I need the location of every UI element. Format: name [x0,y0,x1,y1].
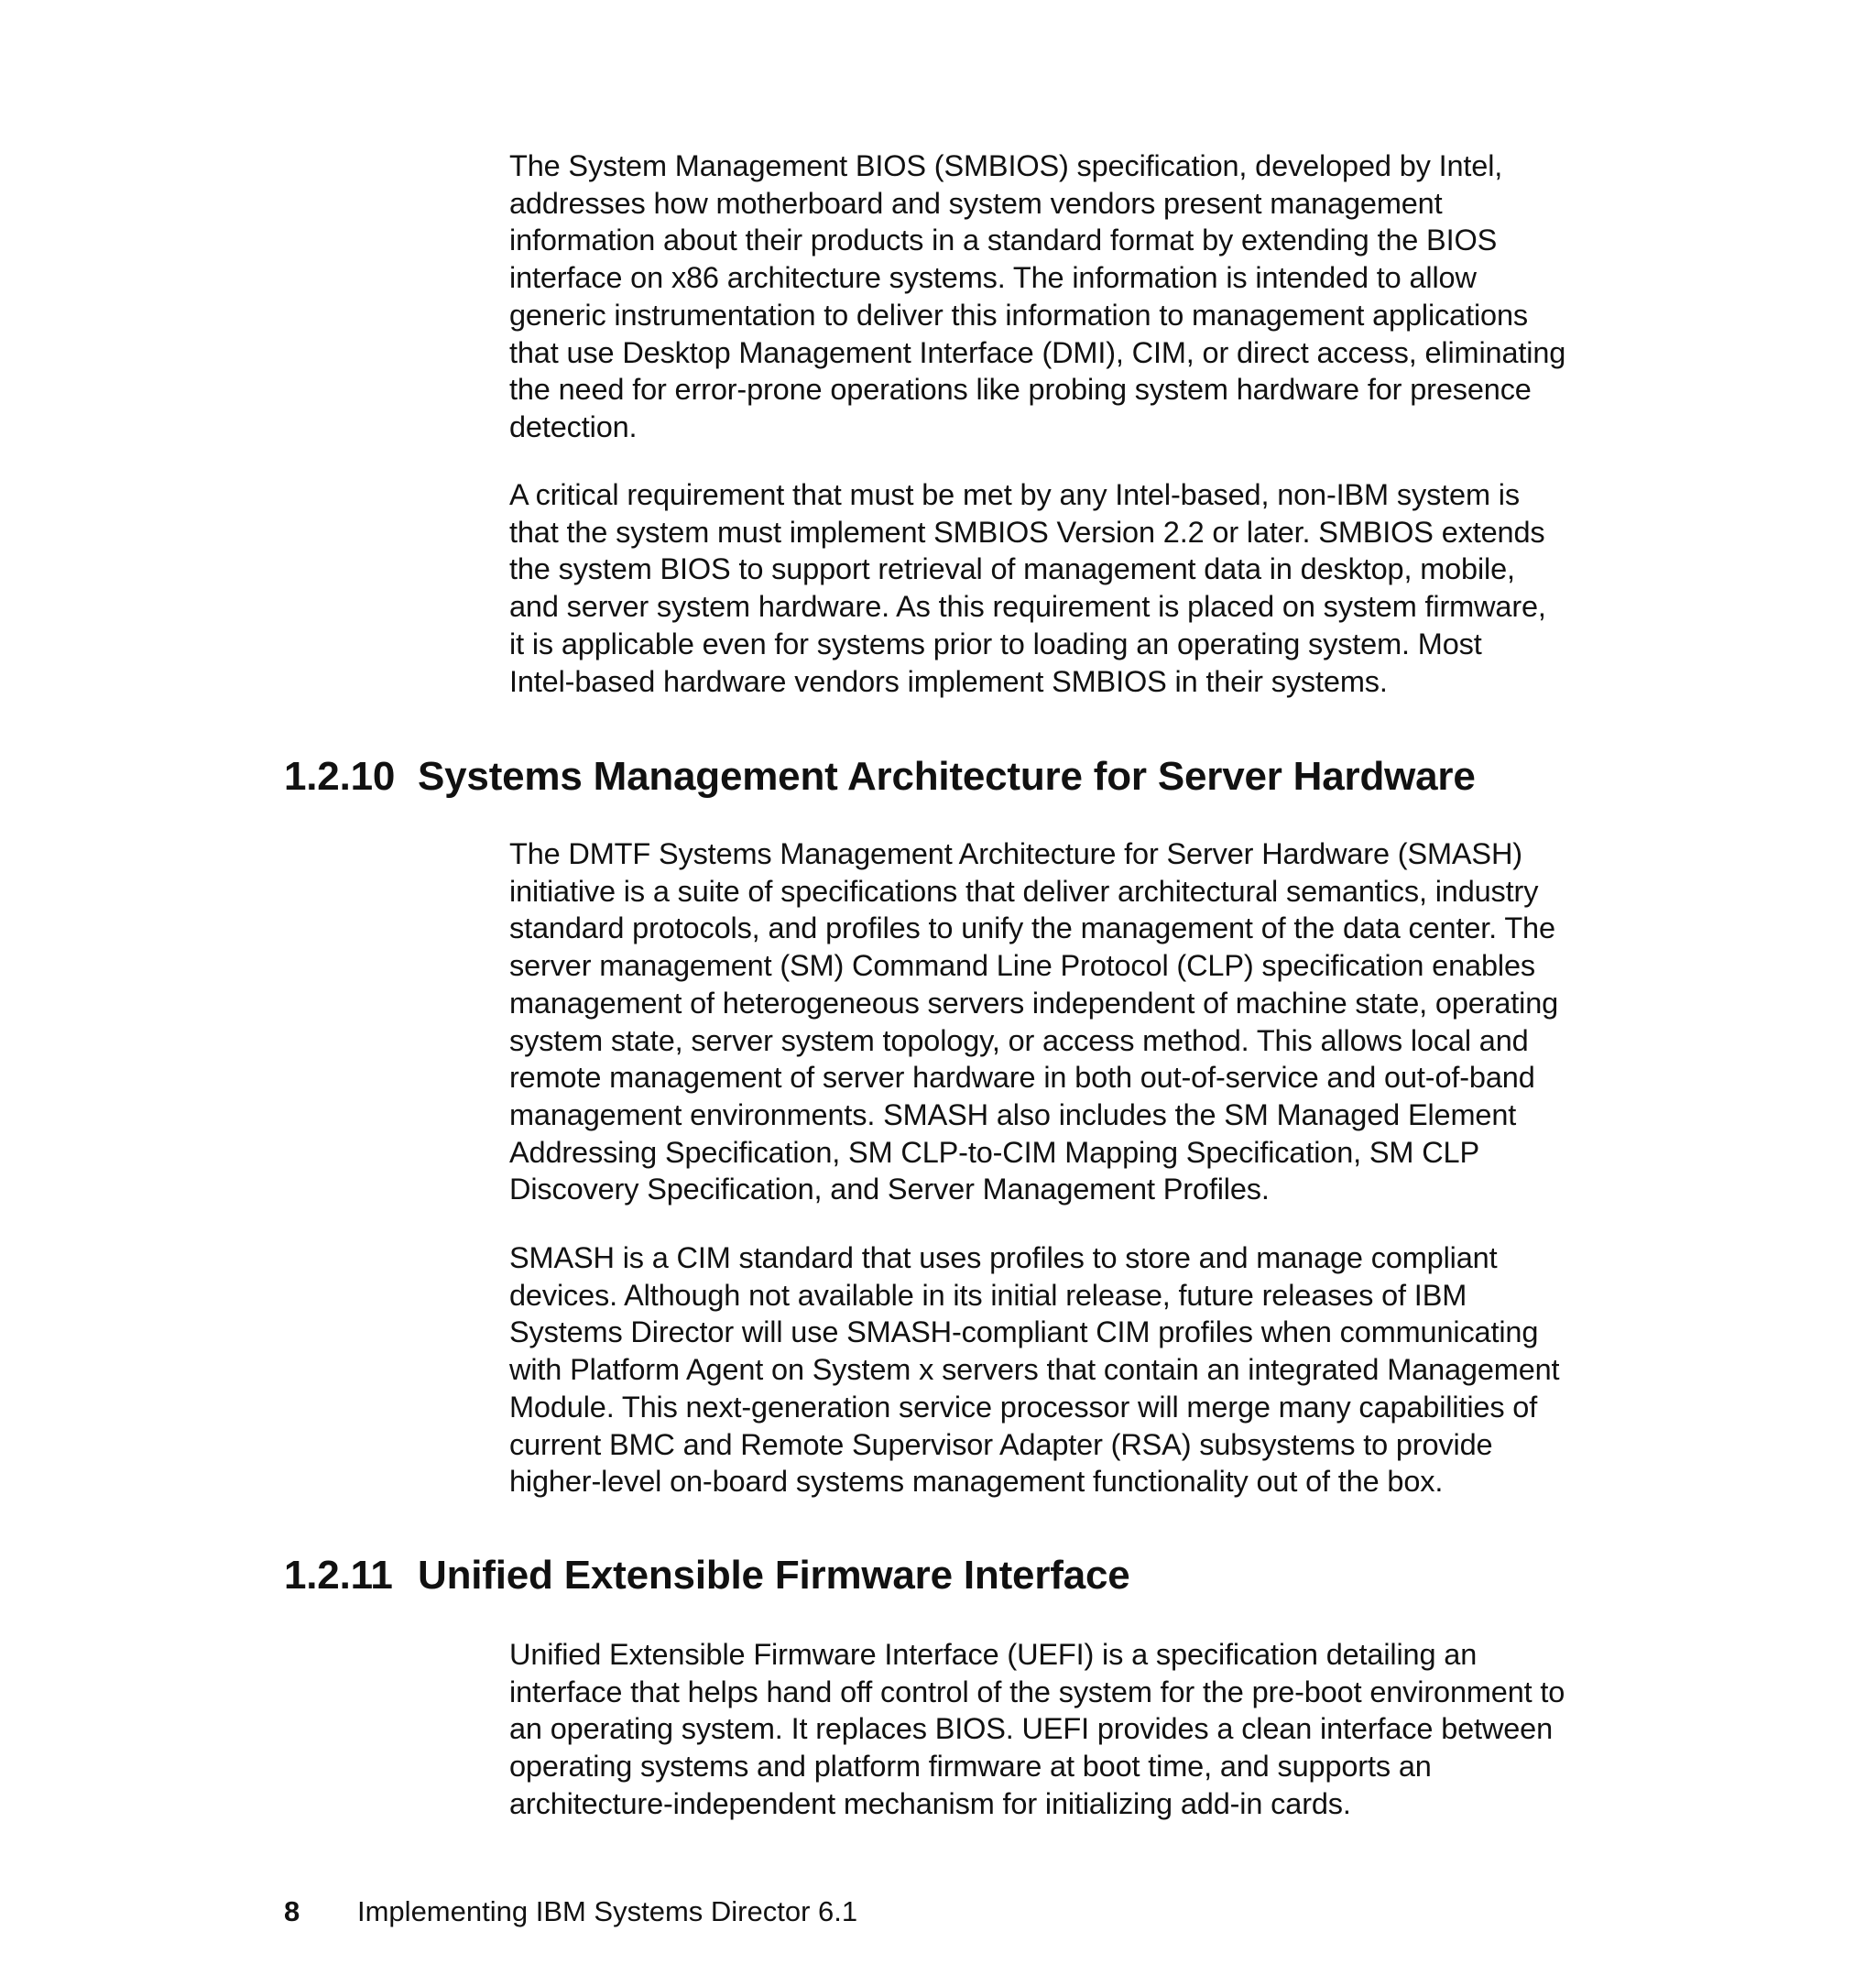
page-number: 8 [284,1895,300,1927]
paragraph-smash-intro: The DMTF Systems Management Architecture for Server Hardware (SMASH) initiative is a suite of specifications that deliver architectural semantics, industry standard protocols, and profiles to unify the management of the data center. The server management (SM) Command Line Protocol (CLP) specification enables management of heterogeneous servers independent of machine state, operating system state, server system topology, or access method. This allows local and remote management of server hardware in both out-of-service and out-of-band management environments. SMASH also includes the SM Managed Element Addressing Specification, SM CLP-to-CIM Mapping Specification, SM CLP Discovery Specification, and Server Management Profiles. [509,837,1559,1206]
paragraph-smash-cim: SMASH is a CIM standard that uses profiles to store and manage compliant devices. Although not available in its initial release, future releases of IBM Systems Director will use SMASH-compliant CIM profiles when communicating with Platform Agent on System x servers that contain an integrated Management Module. This next-generation service processor will merge many capabilities of current BMC and Remote Supervisor Adapter (RSA) subsystems to provide higher-level on-board systems management functionality out of the box. [509,1241,1560,1499]
paragraph-smbios-intro: The System Management BIOS (SMBIOS) specification, developed by Intel, addresses how motherboard and system vendors present management information about their products in a standard format by extending the BIOS interface on x86 architecture systems. The information is intended to allow generic instrumentation to deliver this information to management applications that use Desktop Management Interface (DMI), CIM, or direct access, eliminating the need for error-prone operations like probing system hardware for presence detection. [509,149,1566,443]
section-title: Systems Management Architecture for Server Hardware [418,754,1476,799]
paragraph-smbios-requirement: A critical requirement that must be met by any Intel-based, non-IBM system is that the system must implement SMBIOS Version 2.2 or later. SMBIOS extends the system BIOS to support retrieval of management data in desktop, mobile, and server system hardware. As this requirement is placed on system firmware, it is applicable even for systems prior to loading an operating system. Most Intel-based hardware vendors implement SMBIOS in their systems. [509,478,1546,698]
book-title: Implementing IBM Systems Director 6.1 [357,1895,858,1927]
section-heading-1-2-10 [284,753,1476,801]
section-number: 1.2.10 [284,754,396,799]
section-heading-1-2-11 [284,1552,1130,1599]
page-footer [284,1894,857,1929]
paragraph-uefi: Unified Extensible Firmware Interface (UEFI) is a specification detailing an interface that helps hand off control of the system for the pre-boot environment to an operating system. It replaces BIOS. UEFI provides a clean interface between operating systems and platform firmware at boot time, and supports an architecture-independent mechanism for initializing add-in cards. [509,1638,1565,1820]
section-number: 1.2.11 [284,1553,393,1598]
section-title: Unified Extensible Firmware Interface [418,1553,1130,1598]
